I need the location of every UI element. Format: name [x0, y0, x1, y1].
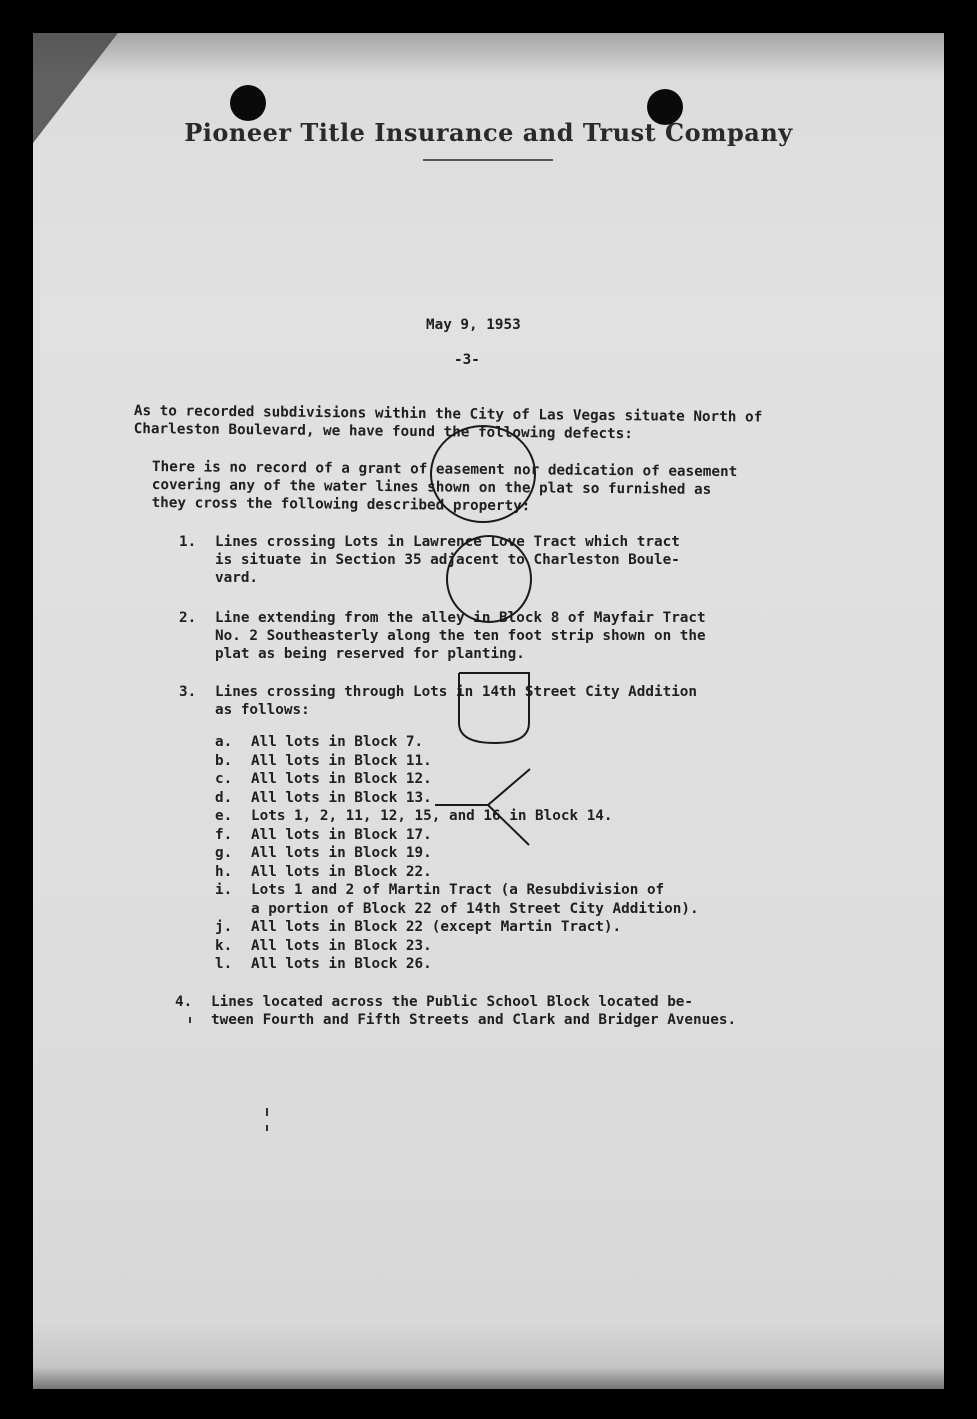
- item-number: 3.: [179, 684, 197, 700]
- page-number: -3-: [454, 352, 480, 368]
- item-line: as follows:: [215, 702, 310, 718]
- sub-item-text: All lots in Block 7.: [251, 734, 424, 750]
- sub-item-letter: b.: [215, 752, 233, 769]
- item-line: Lines crossing Lots in Lawrence Love Tract which tract: [215, 534, 680, 550]
- scan-speck: [266, 1125, 268, 1131]
- sub-item-text: All lots in Block 22 (except Martin Tract).: [251, 919, 622, 935]
- sub-item-letter: l.: [215, 956, 233, 972]
- sub-item-text: a portion of Block 22 of 14th Street City Addition).: [251, 900, 699, 917]
- document-page: [33, 33, 944, 1389]
- scan-speck: [266, 1108, 268, 1116]
- sub-item-letter: h.: [215, 863, 233, 880]
- sub-item-text: All lots in Block 13.: [251, 789, 432, 806]
- sub-item-text: Lots 1, 2, 11, 12, 15, and 16 in Block 14.: [251, 808, 613, 824]
- paragraph-line: There is no record of a grant of easement nor dedication of easement: [151, 458, 738, 481]
- item-line: is situate in Section 35 adjacent to Charleston Boule-: [215, 552, 680, 568]
- intro-paragraph: [134, 402, 763, 445]
- item-line: Lines crossing through Lots in 14th Street City Addition: [215, 684, 698, 700]
- sub-item-letter: c.: [215, 771, 233, 787]
- item-line: No. 2 Southeasterly along the ten foot strip shown on the: [215, 628, 706, 644]
- intro-line: Charleston Boulevard, we have found the following defects:: [133, 420, 634, 443]
- sub-item-letter: j.: [215, 919, 233, 935]
- sub-item-letter: i.: [215, 882, 233, 898]
- sub-item-text: Lots 1 and 2 of Martin Tract (a Resubdivision of: [251, 882, 665, 898]
- sub-item-letter: a.: [215, 734, 233, 750]
- sub-item-text: All lots in Block 22.: [251, 863, 432, 880]
- item-number: 1.: [179, 534, 197, 550]
- company-letterhead: Pioneer Title Insurance and Trust Company: [184, 118, 793, 147]
- item-line: vard.: [215, 570, 259, 586]
- item-body: [211, 993, 736, 1029]
- item-line: Line extending from the alley in Block 8 of Mayfair Tract: [215, 610, 706, 626]
- paragraph-line: they cross the following described property:: [151, 494, 531, 515]
- item-body: [215, 533, 680, 587]
- sub-item-text: All lots in Block 26.: [251, 956, 432, 972]
- letterhead-rule: [423, 159, 553, 161]
- sub-item-text: All lots in Block 11.: [251, 752, 432, 769]
- letter-date: May 9, 1953: [426, 317, 521, 333]
- bottom-shadow: [33, 1367, 944, 1389]
- sub-item-letter: g.: [215, 845, 233, 861]
- punch-hole-left: [230, 85, 266, 121]
- intro-line: As to recorded subdivisions within the City of Las Vegas situate North of: [133, 402, 763, 426]
- sub-item-letter: k.: [215, 937, 233, 954]
- item-number: 2.: [179, 610, 197, 626]
- sub-item-text: All lots in Block 17.: [251, 826, 432, 843]
- sub-item-text: All lots in Block 23.: [251, 937, 432, 954]
- scan-speck: [189, 1017, 191, 1023]
- top-shadow: [33, 33, 944, 78]
- easement-paragraph: [152, 458, 738, 517]
- sub-item-letter: f.: [215, 826, 233, 843]
- item-line: Lines located across the Public School Block located be-: [211, 994, 694, 1010]
- sub-item-letter: e.: [215, 808, 233, 824]
- item-line: plat as being reserved for planting.: [215, 646, 525, 662]
- item-body: [215, 609, 706, 663]
- sub-item-text: All lots in Block 12.: [251, 771, 432, 787]
- paragraph-line: covering any of the water lines shown on the plat so furnished as: [151, 476, 712, 498]
- sub-item-letter: d.: [215, 789, 233, 806]
- item-body: [215, 683, 697, 719]
- item-number: 4.: [175, 994, 193, 1010]
- item-line: tween Fourth and Fifth Streets and Clark and Bridger Avenues.: [211, 1012, 737, 1028]
- sub-item-text: All lots in Block 19.: [251, 845, 432, 861]
